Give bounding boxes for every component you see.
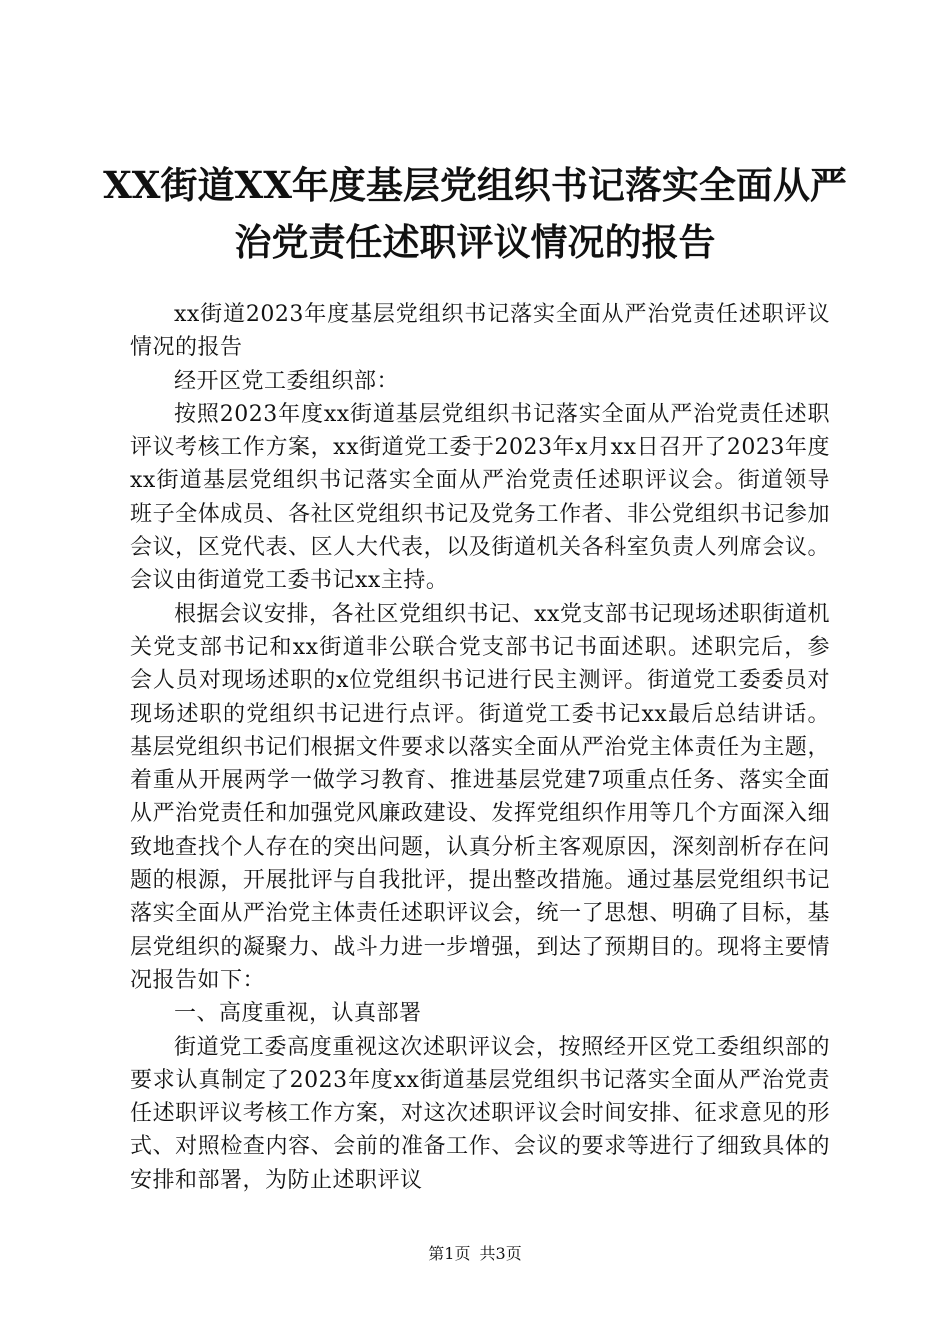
paragraph-meeting-process: 根据会议安排，各社区党组织书记、xx党支部书记现场述职街道机关党支部书记和xx街道非公联合党支部书记书面述职。述职完后，参会人员对现场述职的x位党组织书记进行民主测评。街道党工委委员对现场述职的党组织书记进行点评。街道党工委书记xx最后总结讲话。基层党组织书记们根据文件要求以落实全面从严治党主体责任为主题，着重从开展两学一做学习教育、推进基层党建7项重点任务、落实全面从严治党责任和加强党风廉政建设、发挥党组织作用等几个方面深入细致地查找个人存在的突出问题，认真分析主客观原因，深刻剖析存在问题的根源，开展批评与自我批评，提出整改措施。通过基层党组织书记落实全面从严治党主体责任述职评议会，统一了思想、明确了目标，基层党组织的凝聚力、战斗力进一步增强，到达了预期目的。现将主要情况报告如下：	[130, 601, 830, 993]
document-body	[130, 298, 830, 1197]
page-number: 第1页	[428, 1244, 471, 1263]
paragraph-subtitle: xx街道2023年度基层党组织书记落实全面从严治党责任述职评议情况的报告	[130, 302, 830, 361]
page-footer	[0, 1244, 950, 1264]
page-total: 共3页	[479, 1244, 522, 1263]
paragraph-section-1: 街道党工委高度重视这次述职评议会，按照经开区党工委组织部的要求认真制定了2023年度xx街道基层党组织书记落实全面从严治党责任述职评议考核工作方案，对这次述职评议会时间安排、征求意见的形式、对照检查内容、会前的准备工作、会议的要求等进行了细致具体的安排和部署，为防止述职评议	[130, 1034, 830, 1193]
document-title-line-2: 治党责任述职评议情况的报告	[234, 220, 716, 264]
paragraph-salutation: 经开区党工委组织部：	[174, 368, 400, 394]
document-title-line-1: XX街道XX年度基层党组织书记落实全面从严	[103, 163, 847, 207]
section-heading-1: 一、高度重视，认真部署	[174, 1001, 422, 1027]
paragraph-intro: 按照2023年度xx街道基层党组织书记落实全面从严治党责任述职评议考核工作方案，xx街道党工委于2023年x月xx日召开了2023年度xx街道基层党组织书记落实全面从严治党责任述职评议会。街道领导班子全体成员、各社区党组织书记及党务工作者、非公党组织书记参加会议，区党代表、区人大代表，以及街道机关各科室负责人列席会议。会议由街道党工委书记xx主持。	[130, 401, 830, 594]
